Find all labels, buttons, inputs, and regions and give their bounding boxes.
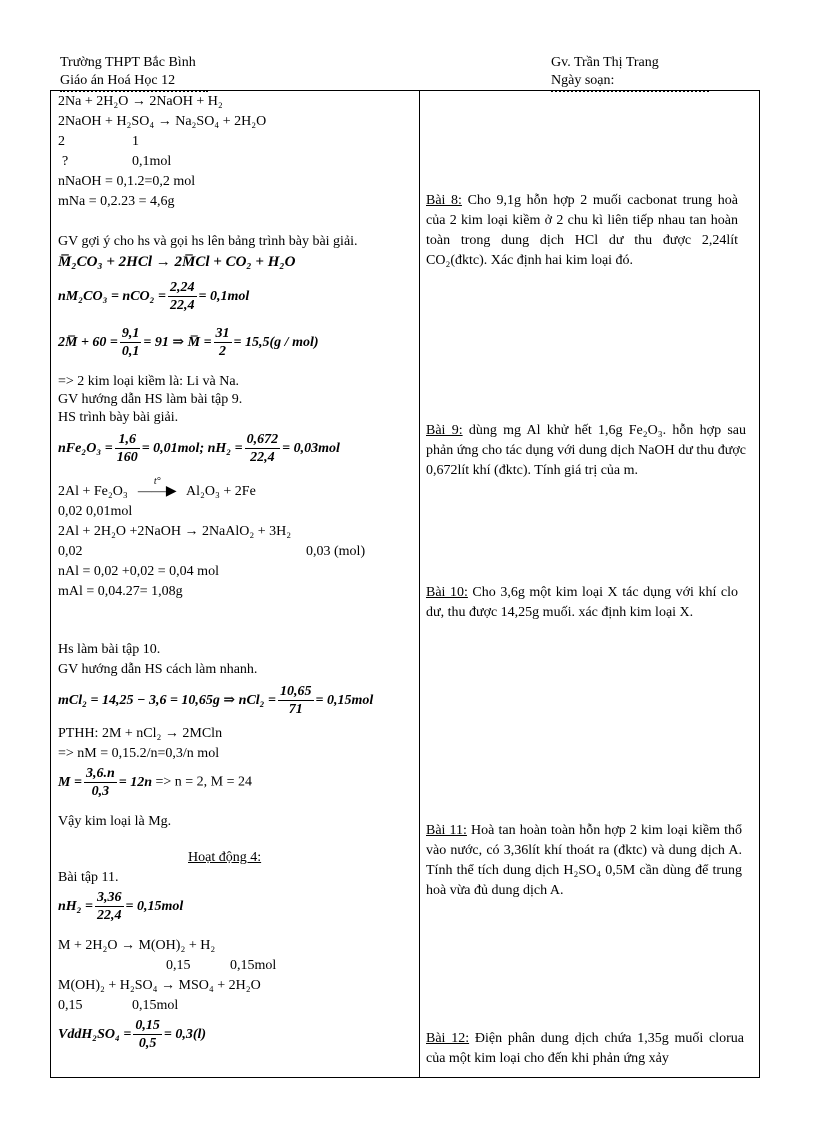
exercise-11: Bài 11: Hoà tan hoàn toàn hỗn hợp 2 kim loại kiềm thổ vào nước, có 3,36lít khí thoát ra (đktc) và dung dịch A. Tính thể tích dung dịch H₂SO₄ 0,5M cần dùng để trung hoà vừa đủ dung dịch A. <box>426 823 743 898</box>
ratio-line: 0,15 0,15mol <box>58 998 179 1013</box>
instruction-line: GV gợi ý cho hs và gọi hs lên bảng trình bày bài giải. <box>58 234 358 249</box>
calc-line: nNaOH = 0,1.2=0,2 mol <box>58 174 196 189</box>
fraction-equation: nM₂CO₃ = nCO₂ = $\frac{2,24}{22,4}$ = 0,1mol <box>58 280 250 313</box>
exercise-label: Bài tập 11. <box>58 870 119 885</box>
exercise-8: Bài 8: Cho 9,1g hỗn hợp 2 muối cacbonat trung hoà của 2 kim loại kiềm ở 2 chu kì liên tiếp nhau tan hoàn toàn trong dung dịch HCl dư thu được 2,24lít CO₂(đktc). Xác định hai kim loại đó. <box>426 193 738 268</box>
fraction-equation: 2M̅ + 60 = $\frac{9,1}{0,1}$ = 91 ⇒ M̅ = $\frac{31}{2}$ = 15,5(g / mol) <box>58 326 319 359</box>
header-right <box>551 54 709 92</box>
equation-line: 2NaOH + H₂SO₄ → Na₂SO₄ + 2H₂O <box>58 114 267 129</box>
exercise-9: Bài 9: dùng mg Al khử hết 1,6g Fe₂O₃. hỗn hợp sau phản ứng cho tác dụng với dung dịch NaOH dư thu được 0,672lít khí (đktc). Tính giá trị của m. <box>426 423 746 478</box>
fraction-equation: nH₂ = $\frac{3,36}{22,4}$ = 0,15mol <box>58 890 184 923</box>
teacher-name: Gv. Trần Thị Trang <box>551 55 659 70</box>
ratio-line: 0,02 0,03 (mol) <box>58 544 366 559</box>
date-label: Ngày soạn: <box>551 72 709 92</box>
calc-line: mAl = 0,04.27= 1,08g <box>58 584 183 599</box>
instruction-line: GV hướng dẫn HS làm bài tập 9. <box>58 392 243 407</box>
exercise-label: Bài 9: <box>426 423 463 438</box>
calc-line: => nM = 0,15.2/n=0,3/n mol <box>58 746 220 761</box>
fraction-equation: nFe₂O₃ = $\frac{1,6}{160}$ = 0,01mol; nH₂ = $\frac{0,672}{22,4}$ = 0,03mol <box>58 432 340 465</box>
conclusion-line: Vậy kim loại là Mg. <box>58 814 172 829</box>
conclusion-line: => 2 kim loại kiềm là: Li và Na. <box>58 374 240 389</box>
exercise-label: Bài 11: <box>426 823 467 838</box>
exercise-label: Bài 10: <box>426 585 468 600</box>
instruction-line: Hs làm bài tập 10. <box>58 642 161 657</box>
heat-arrow-icon: t° ——▶ <box>137 476 177 499</box>
subject-name: Giáo án Hoá Học 12 <box>60 72 208 92</box>
exercise-label: Bài 12: <box>426 1031 470 1046</box>
instruction-line: HS trình bày bài giải. <box>58 410 179 425</box>
calc-line: nAl = 0,02 +0,02 = 0,04 mol <box>58 564 219 579</box>
ratio-line: ? 0,1mol <box>62 154 172 169</box>
reaction-line: 2Al + 2H₂O +2NaOH → 2NaAlO₂ + 3H₂ <box>58 524 292 539</box>
fraction-equation: mCl₂ = 14,25 − 3,6 = 10,65g ⇒ nCl₂ = $\frac{10,65}{71}$ = 0,15mol <box>58 684 374 717</box>
calc-line: mNa = 0,2.23 = 4,6g <box>58 194 175 209</box>
reaction-line: 2Al + Fe₂O₃ t° ——▶ Al₂O₃ + 2Fe <box>58 476 256 499</box>
ratio-line: 2 1 <box>58 134 139 149</box>
exercise-10: Bài 10: Cho 3,6g một kim loại X tác dụng với khí clo dư, thu được 14,25g muối. xác định kim loại X. <box>426 585 738 620</box>
instruction-line: GV hướng dẫn HS cách làm nhanh. <box>58 662 258 677</box>
equation-line: 2Na + 2H₂O → 2NaOH + H₂ <box>58 94 223 109</box>
equation-line: M̅₂CO₃ + 2HCl → 2M̅Cl + CO₂ + H₂O <box>58 254 296 270</box>
ratio-line: 0,02 0,01mol <box>58 504 133 519</box>
fraction-equation: M = $\frac{3,6.n}{0,3}$ = 12n => n = 2, M = 24 <box>58 766 253 799</box>
equation-line: M + 2H₂O → M(OH)₂ + H₂ <box>58 938 216 953</box>
header-left <box>60 54 208 92</box>
equation-line: PTHH: 2M + nCl₂ → 2MCln <box>58 726 223 741</box>
fraction-equation: VddH₂SO₄ = $\frac{0,15}{0,5}$ = 0,3(l) <box>58 1018 207 1051</box>
school-name: Trường THPT Bắc Bình <box>60 55 196 70</box>
column-divider <box>419 90 420 1078</box>
activity-heading: Hoạt động 4: <box>188 850 262 865</box>
equation-line: M(OH)₂ + H₂SO₄ → MSO₄ + 2H₂O <box>58 978 261 993</box>
exercise-label: Bài 8: <box>426 193 462 208</box>
exercise-12: Bài 12: Điện phân dung dịch chứa 1,35g muối clorua của một kim loại cho đến khi phản ứng xảy <box>426 1031 744 1066</box>
